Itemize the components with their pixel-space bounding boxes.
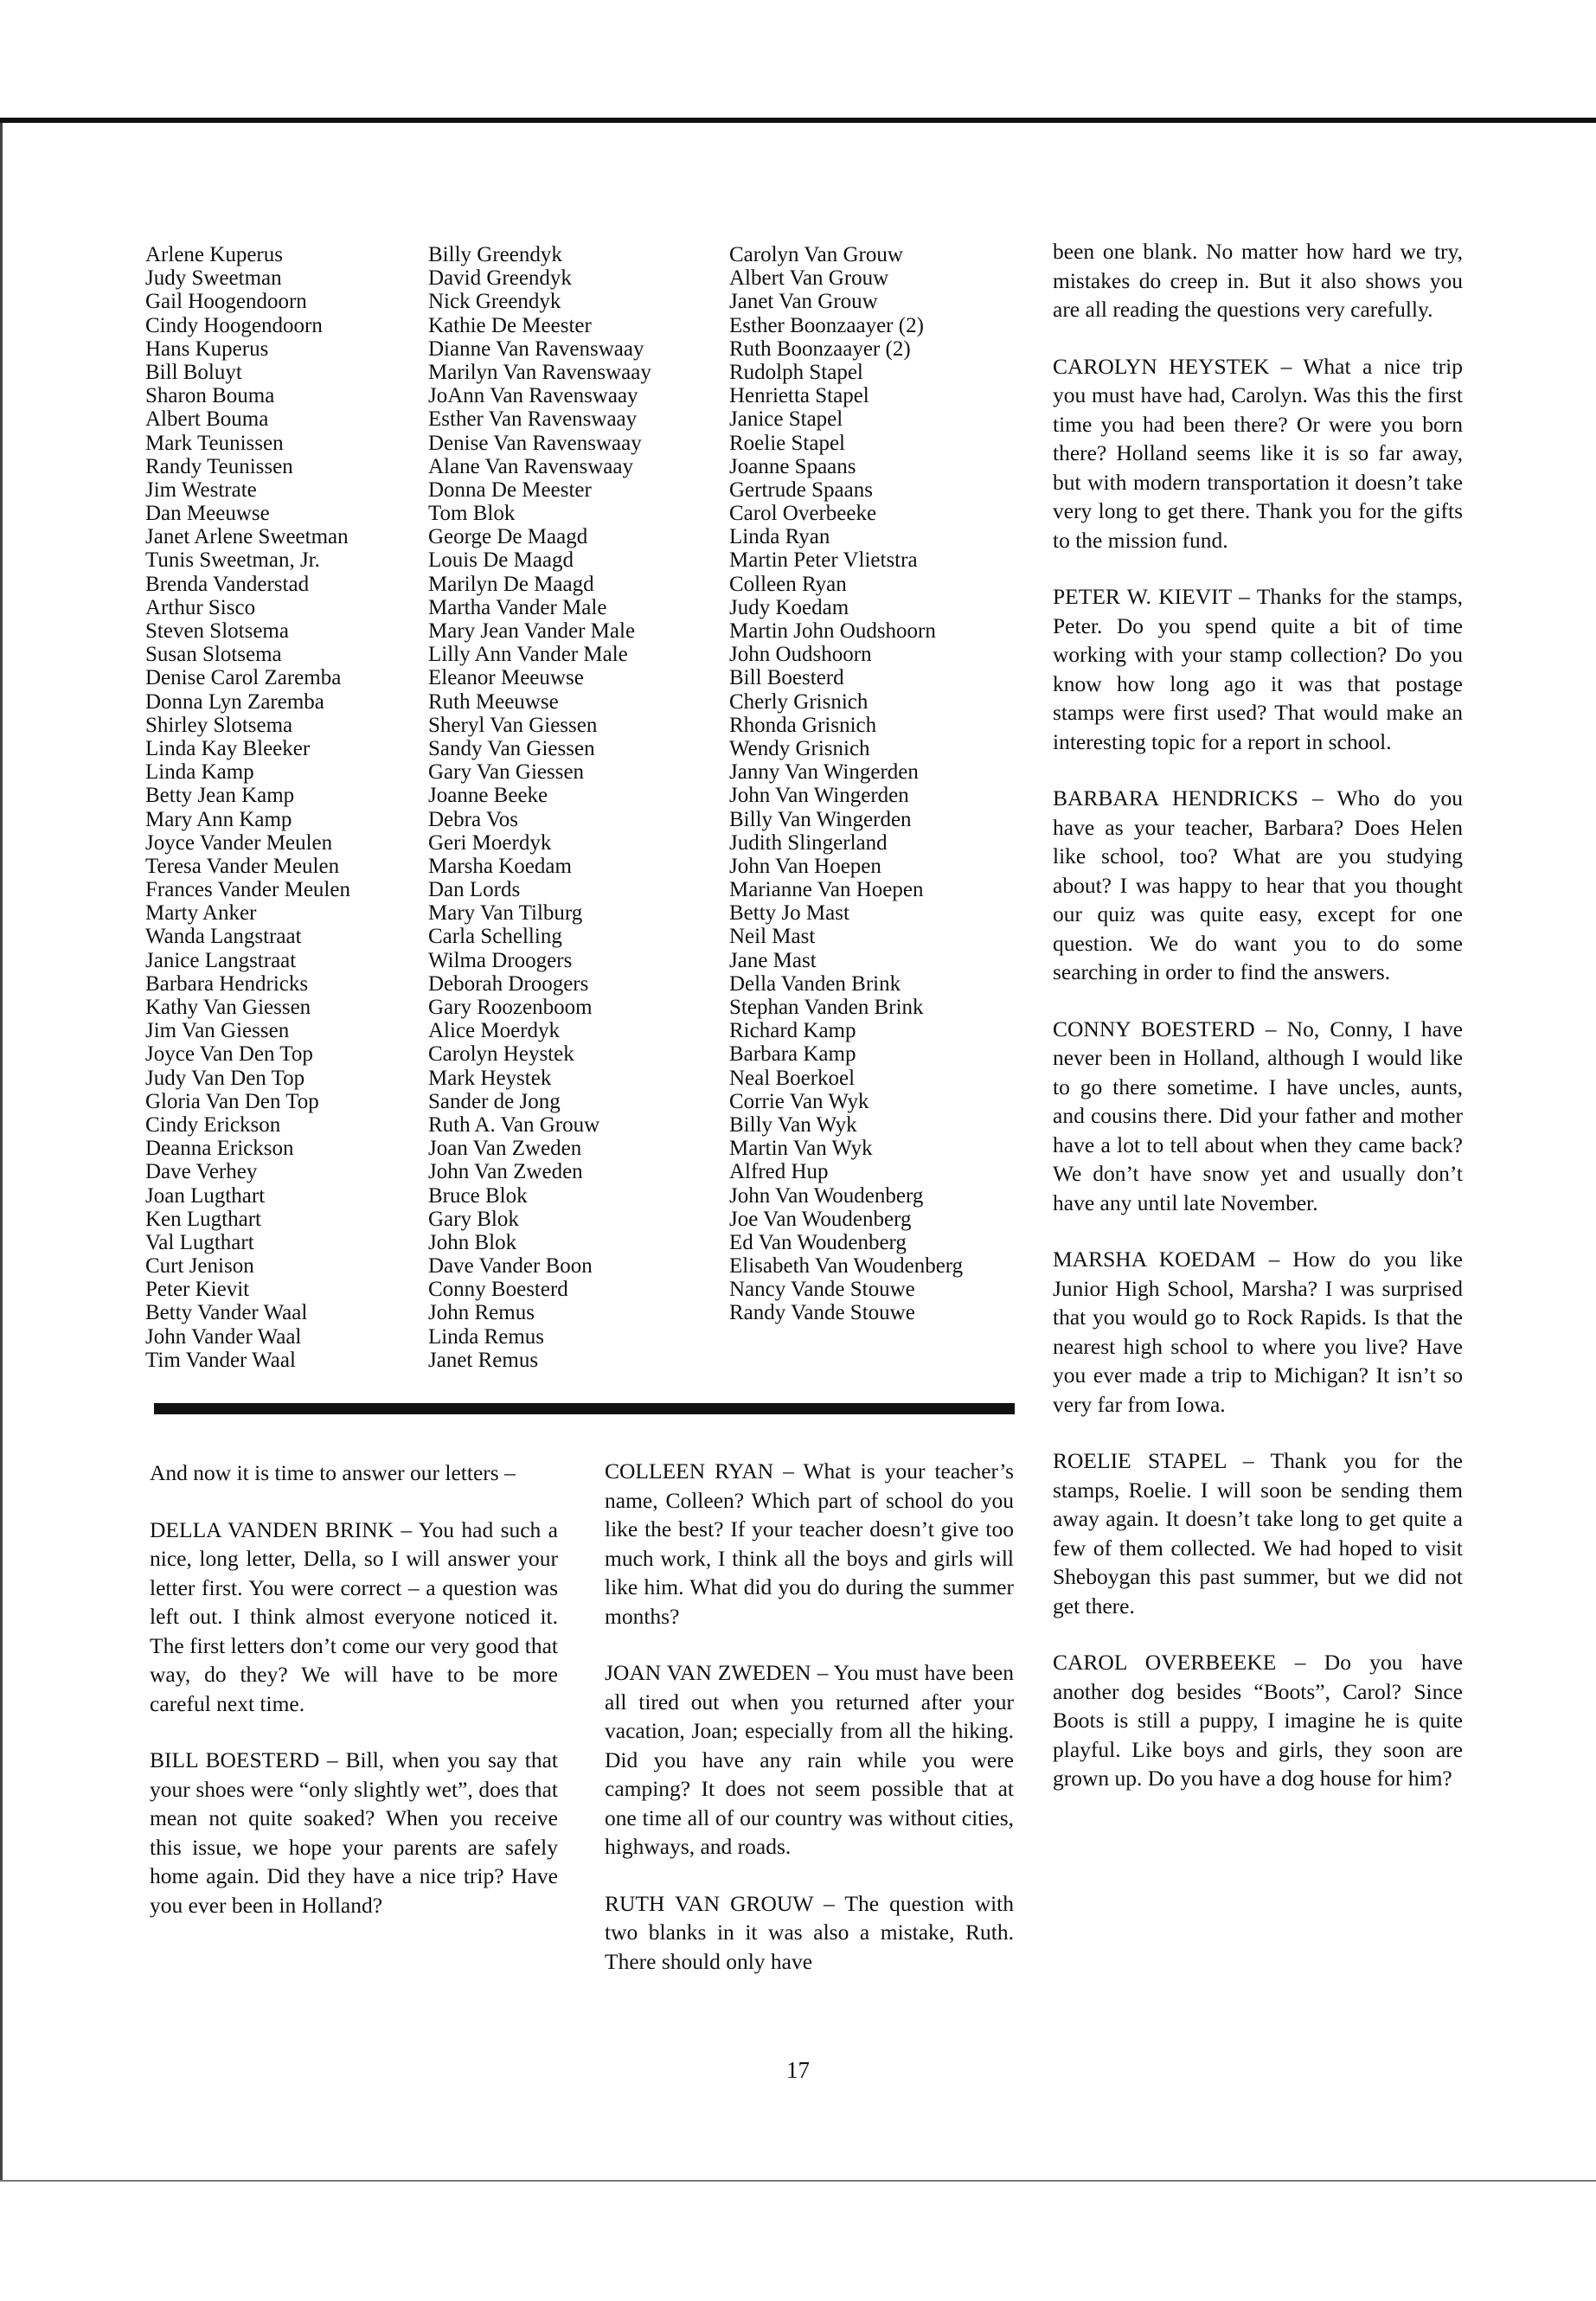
name-list-item: Arlene Kuperus xyxy=(145,243,283,266)
name-list-item: John Van Wingerden xyxy=(729,784,909,808)
letter-joan-van-zweden: JOAN VAN ZWEDEN – You must have been all tired out when you returned after your vacation, Joan; especially from all the hiking. Did you have any rain while you were camping? It does not seem possible that at one time all of our country was without cities, highways, and roads. xyxy=(605,1660,1014,1859)
name-list-item: Neil Mast xyxy=(729,925,816,949)
name-list-item: Janet Van Grouw xyxy=(729,290,878,314)
name-list-item: Janny Van Wingerden xyxy=(729,760,919,785)
name-list-item: Donna De Meester xyxy=(428,478,592,502)
name-list-item: Joan Van Zweden xyxy=(428,1137,582,1161)
letter-bill-boesterd: BILL BOESTERD – Bill, when you say that your shoes were “only slightly wet”, does that mean not quite soaked? When you receive this issue, we hope your parents are safely home again. Did they have a nice trip? Have you ever been in Holland? xyxy=(150,1747,558,1918)
top-rule xyxy=(0,118,1596,123)
name-list-item: Sander de Jong xyxy=(428,1089,561,1113)
name-list-item: John Van Zweden xyxy=(428,1160,583,1184)
name-list-item: Lilly Ann Vander Male xyxy=(428,643,628,667)
letter-marsha-koedam: MARSHA KOEDAM – How do you like Junior High School, Marsha? I was surprised that you would go to Rock Rapids. Is that the nearest high school to where you live? Have you ever made a trip to Michigan? It isn’t so very far from Iowa. xyxy=(1053,1247,1463,1417)
name-list-item: Judith Slingerland xyxy=(729,830,888,855)
name-list-item: Ruth A. Van Grouw xyxy=(428,1112,600,1137)
letter-paragraph: been one blank. No matter how hard we try, mistakes do creep in. But it also shows you are all reading the questions very carefully. xyxy=(1053,239,1463,322)
name-list-item: Albert Bouma xyxy=(145,407,269,432)
name-list-item: Tunis Sweetman, Jr. xyxy=(145,548,320,573)
name-list-item: Kathy Van Giessen xyxy=(145,996,311,1019)
name-list-item: Wanda Langstraat xyxy=(145,925,302,949)
name-list-item: Janet Remus xyxy=(428,1348,539,1372)
name-list-item: Curt Jenison xyxy=(145,1254,254,1279)
name-list-item: Geri Moerdyk xyxy=(428,830,552,855)
name-list-item: John Blok xyxy=(428,1230,517,1254)
name-list-item: Dan Lords xyxy=(428,878,521,902)
name-list-item: Cherly Grisnich xyxy=(729,689,869,714)
name-list-item: Martin Van Wyk xyxy=(729,1137,873,1161)
name-list-item: Jim Westrate xyxy=(145,478,257,502)
name-list-item: Steven Slotsema xyxy=(145,619,289,643)
name-list-item: Dave Verhey xyxy=(145,1160,258,1184)
name-list-item: Marilyn De Maagd xyxy=(428,572,594,596)
name-list-item: Barbara Hendricks xyxy=(145,971,309,996)
name-list-item: Dan Meeuwse xyxy=(145,502,270,526)
bottom-rule xyxy=(0,2180,1596,2182)
name-list-item: Alice Moerdyk xyxy=(428,1019,561,1043)
name-list-item: Bill Boesterd xyxy=(729,666,844,690)
name-list-item: Louis De Maagd xyxy=(428,548,574,573)
name-list-item: Billy Greendyk xyxy=(428,243,562,266)
name-list-item: Rudolph Stapel xyxy=(729,360,863,384)
name-list-item: Frances Vander Meulen xyxy=(145,878,350,902)
name-list-item: Gail Hoogendoorn xyxy=(145,290,307,314)
name-list-item: Stephan Vanden Brink xyxy=(729,996,924,1019)
name-list-item: Esther Van Ravenswaay xyxy=(428,407,638,432)
name-list-item: Carol Overbeeke xyxy=(729,502,877,526)
letter-barbara-hendricks: BARBARA HENDRICKS – Who do you have as your teacher, Barbara? Does Helen like school, too? What are you studying about? I was happy to hear that you thought our quiz was quite easy, except for one question. We do want you to do some searching in order to find the answers. xyxy=(1053,785,1463,984)
name-list-item: Martin Peter Vlietstra xyxy=(729,548,918,573)
name-list-item: Debra Vos xyxy=(428,807,518,831)
name-list-item: Wilma Droogers xyxy=(428,948,573,972)
name-list-item: John Oudshoorn xyxy=(729,643,872,667)
letter-colleen-ryan: COLLEEN RYAN – What is your teacher’s name, Colleen? Which part of school do you like the best? If your teacher doesn’t give too much work, I think all the boys and girls will like him. What did you do during the summer months? xyxy=(605,1458,1014,1629)
name-list-item: Alfred Hup xyxy=(729,1160,829,1184)
name-list-item: Denise Carol Zaremba xyxy=(145,666,342,690)
letters-right-column xyxy=(1053,237,1463,1821)
name-list-item: Carolyn Heystek xyxy=(428,1042,574,1067)
name-list-item: Joan Lugthart xyxy=(145,1183,266,1208)
name-list-item: Denise Van Ravenswaay xyxy=(428,431,642,455)
name-list-item: Henrietta Stapel xyxy=(729,384,869,408)
name-list-item: Ed Van Woudenberg xyxy=(729,1230,907,1254)
name-list-column-3 xyxy=(729,243,963,1325)
name-list-item: David Greendyk xyxy=(428,266,572,291)
name-list-item: Janice Stapel xyxy=(729,407,843,432)
name-list-item: Mary Van Tilburg xyxy=(428,901,583,926)
name-list-item: George De Maagd xyxy=(428,525,588,549)
name-list-item: Alane Van Ravenswaay xyxy=(428,454,633,478)
name-list-item: Betty Jean Kamp xyxy=(145,784,295,808)
name-list-item: Joe Van Woudenberg xyxy=(729,1207,912,1231)
name-list-item: Jane Mast xyxy=(729,948,817,972)
name-list-item: Cindy Erickson xyxy=(145,1112,281,1137)
name-list-item: Mary Ann Kamp xyxy=(145,807,292,831)
name-list-item: Judy Van Den Top xyxy=(145,1066,305,1090)
name-list-item: Joyce Van Den Top xyxy=(145,1042,313,1067)
name-list-item: Carla Schelling xyxy=(428,925,562,949)
name-list-item: Cindy Hoogendoorn xyxy=(145,313,323,337)
name-list-item: JoAnn Van Ravenswaay xyxy=(428,384,638,408)
name-list-item: Tom Blok xyxy=(428,502,516,526)
name-list-item: Hans Kuperus xyxy=(145,336,269,361)
name-list-item: Sandy Van Giessen xyxy=(428,736,595,760)
name-list-item: Linda Kay Bleeker xyxy=(145,736,311,760)
name-list-item: Dianne Van Ravenswaay xyxy=(428,336,644,361)
name-list-item: Rhonda Grisnich xyxy=(729,713,877,737)
name-list-item: Della Vanden Brink xyxy=(729,971,901,996)
name-list-item: Teresa Vander Meulen xyxy=(145,854,340,878)
name-list-item: John Van Woudenberg xyxy=(729,1183,924,1208)
name-list-item: Judy Koedam xyxy=(729,595,849,619)
name-list-item: John Vander Waal xyxy=(145,1324,302,1349)
name-list-item: Martha Vander Male xyxy=(428,595,607,619)
name-list-item: Deborah Droogers xyxy=(428,971,589,996)
name-list-item: Ken Lugthart xyxy=(145,1207,261,1231)
name-list-item: Linda Ryan xyxy=(729,525,830,549)
letter-peter-kievit: PETER W. KIEVIT – Thanks for the stamps, Peter. Do you spend quite a bit of time working with your stamp collection? Do you know how long ago it was that postage stamps were first used? That would make an interesting topic for a report in school. xyxy=(1053,584,1463,754)
name-list-item: Albert Van Grouw xyxy=(729,266,889,291)
name-list-column-1 xyxy=(145,243,350,1372)
name-list-item: Mark Teunissen xyxy=(145,431,284,455)
name-list-item: Joanne Beeke xyxy=(428,784,548,808)
letter-della-vanden-brink: DELLA VANDEN BRINK – You had such a nice, long letter, Della, so I will answer your letter first. You were correct – a question was left out. I think almost everyone noticed it. The first letters don’t come our very good that way, do they? We will have to be more careful next time. xyxy=(150,1516,558,1716)
letter-roelie-stapel: ROELIE STAPEL – Thank you for the stamps, Roelie. I will soon be sending them away again. It doesn’t take long to get quite a few of them collected. We had hoped to visit Sheboygan this past summer, but we did not get there. xyxy=(1053,1448,1463,1618)
name-list-item: Brenda Vanderstad xyxy=(145,572,310,596)
name-list-item: Gary Roozenboom xyxy=(428,996,593,1019)
name-list-item: Donna Lyn Zaremba xyxy=(145,689,324,714)
name-list-item: Joyce Vander Meulen xyxy=(145,830,333,855)
letter-ruth-van-grouw: RUTH VAN GROUW – The question with two blanks in it was also a mistake, Ruth. There should only have xyxy=(605,1890,1014,1974)
letters-left-column xyxy=(150,1458,558,1947)
name-list-item: John Remus xyxy=(428,1301,535,1325)
name-list-item: Gloria Van Den Top xyxy=(145,1089,319,1113)
name-list-item: Dave Vander Boon xyxy=(428,1254,593,1279)
name-list-item: Richard Kamp xyxy=(729,1019,856,1043)
name-list-item: Tim Vander Waal xyxy=(145,1348,296,1372)
name-list-item: Joanne Spaans xyxy=(729,454,856,478)
name-list-item: Colleen Ryan xyxy=(729,572,847,596)
name-list-item: Eleanor Meeuwse xyxy=(428,666,584,690)
name-list-item: Peter Kievit xyxy=(145,1278,250,1302)
name-list-item: Arthur Sisco xyxy=(145,595,256,619)
name-list-item: Sheryl Van Giessen xyxy=(428,713,598,737)
name-list-item: Martin John Oudshoorn xyxy=(729,619,936,643)
name-list-item: Marty Anker xyxy=(145,901,257,926)
name-list-item: Randy Teunissen xyxy=(145,454,293,478)
name-list-item: Kathie De Meester xyxy=(428,313,592,337)
name-list-item: Linda Kamp xyxy=(145,760,254,785)
letter-conny-boesterd: CONNY BOESTERD – No, Conny, I have never been in Holland, although I would like to go there sometime. I have uncles, aunts, and cousins there. Did your father and mother have a lot to tell about when they came back? We don’t have snow yet and usually don’t have any until late November. xyxy=(1053,1016,1463,1215)
name-list-item: Linda Remus xyxy=(428,1324,545,1349)
name-list-item: Ruth Meeuwse xyxy=(428,689,559,714)
name-list-item: Conny Boesterd xyxy=(428,1278,568,1302)
name-list-item: Marianne Van Hoepen xyxy=(729,878,924,902)
page-edge xyxy=(0,123,3,2182)
name-list-item: Susan Slotsema xyxy=(145,643,282,667)
name-list-item: Corrie Van Wyk xyxy=(729,1089,869,1113)
name-list-item: Elisabeth Van Woudenberg xyxy=(729,1254,964,1279)
name-list-item: Marsha Koedam xyxy=(428,854,572,878)
name-list-item: Mary Jean Vander Male xyxy=(428,619,636,643)
name-list-item: Judy Sweetman xyxy=(145,266,282,291)
name-list-item: John Van Hoepen xyxy=(729,854,881,878)
name-list-item: Bill Boluyt xyxy=(145,360,242,384)
name-list-item: Deanna Erickson xyxy=(145,1137,294,1161)
page-number: 17 xyxy=(786,2057,810,2083)
name-list-item: Sharon Bouma xyxy=(145,384,275,408)
letter-carolyn-heystek: CAROLYN HEYSTEK – What a nice trip you must have had, Carolyn. Was this the first time you had been there? Or were you born there? Holland seems like it is so far away, but with modern transportation it doesn’t take very long to get there. Thank you for the gifts to the mission fund. xyxy=(1053,353,1463,553)
name-list-item: Randy Vande Stouwe xyxy=(729,1301,915,1325)
name-list-item: Betty Jo Mast xyxy=(729,901,849,926)
name-list-column-2 xyxy=(428,243,651,1372)
letter-carol-overbeeke: CAROL OVERBEEKE – Do you have another dog besides “Boots”, Carol? Since Boots is still a puppy, I imagine he is quite playful. Like boys and girls, they soon are grown up. Do you have a dog house for him? xyxy=(1053,1650,1463,1791)
name-list-item: Neal Boerkoel xyxy=(729,1066,856,1090)
name-list-item: Carolyn Van Grouw xyxy=(729,243,903,266)
name-list-item: Jim Van Giessen xyxy=(145,1019,290,1043)
name-list-item: Gary Blok xyxy=(428,1207,519,1231)
name-list-item: Marilyn Van Ravenswaay xyxy=(428,360,651,384)
name-list-item: Janet Arlene Sweetman xyxy=(145,525,349,549)
name-list-item: Val Lugthart xyxy=(145,1230,254,1254)
letters-middle-column xyxy=(605,1457,1014,2003)
name-list-item: Esther Boonzaayer (2) xyxy=(729,313,924,337)
name-list-item: Nick Greendyk xyxy=(428,290,561,314)
section-divider xyxy=(154,1403,1015,1414)
name-list-item: Barbara Kamp xyxy=(729,1042,856,1067)
name-list-item: Gary Van Giessen xyxy=(428,760,585,785)
name-list-item: Janice Langstraat xyxy=(145,948,297,972)
name-list-item: Mark Heystek xyxy=(428,1066,552,1090)
intro-paragraph: And now it is time to answer our letters – xyxy=(150,1460,516,1485)
name-list-item: Billy Van Wyk xyxy=(729,1112,857,1137)
name-list-item: Gertrude Spaans xyxy=(729,478,873,502)
name-list-item: Wendy Grisnich xyxy=(729,736,870,760)
name-list-item: Bruce Blok xyxy=(428,1183,528,1208)
name-list-item: Shirley Slotsema xyxy=(145,713,293,737)
name-list-item: Roelie Stapel xyxy=(729,431,845,455)
name-list-item: Billy Van Wingerden xyxy=(729,807,912,831)
name-list-item: Ruth Boonzaayer (2) xyxy=(729,336,911,361)
name-list-item: Nancy Vande Stouwe xyxy=(729,1278,915,1302)
name-list-item: Betty Vander Waal xyxy=(145,1301,308,1325)
